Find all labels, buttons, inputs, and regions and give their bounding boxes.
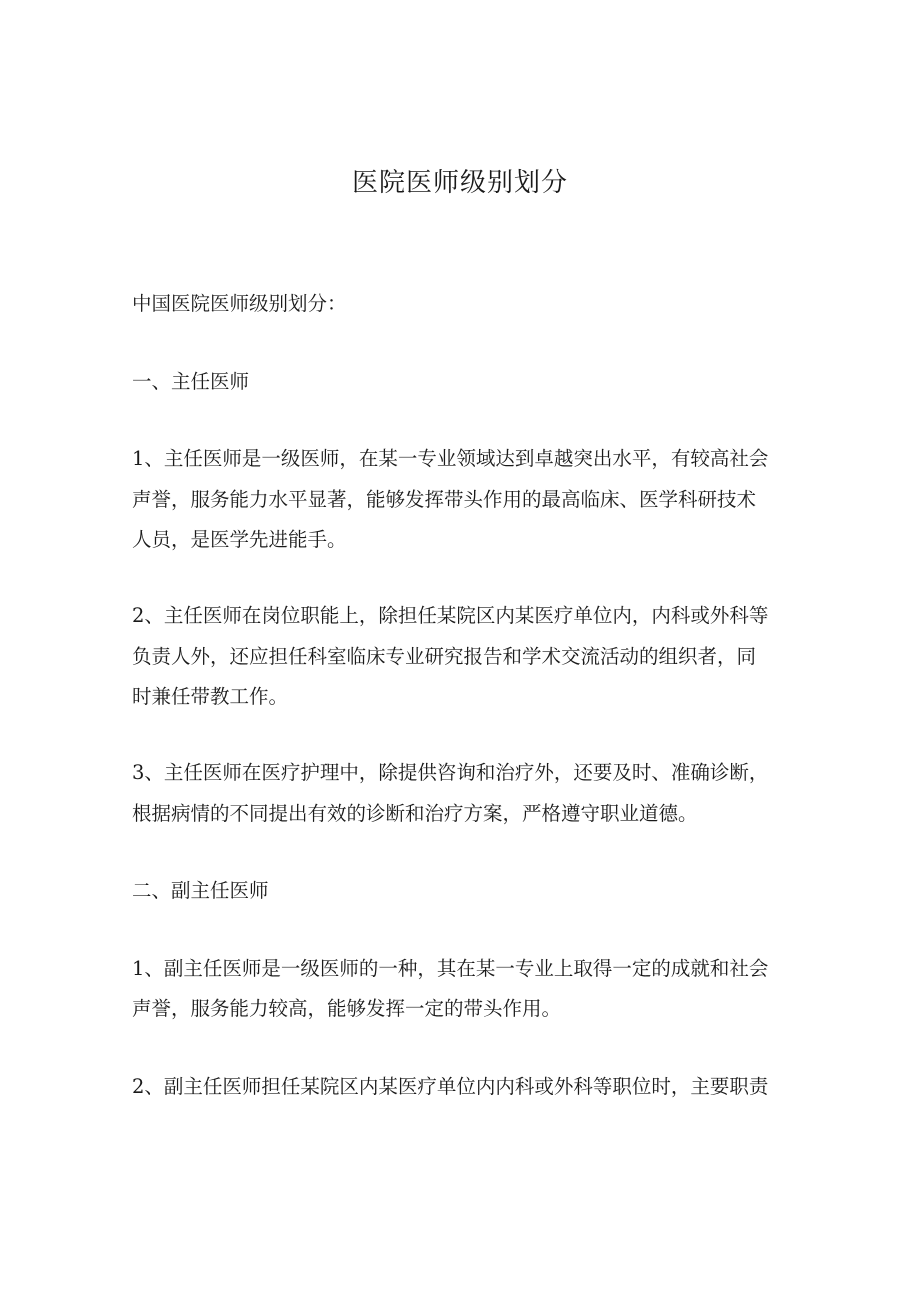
section2-p2-line1: 2、副主任医师担任某院区内某医疗单位内内科或外科等职位时，主要职责 bbox=[132, 1075, 769, 1098]
section1-p1-line1: 1、主任医师是一级医师，在某一专业领域达到卓越突出水平，有较高社会 bbox=[132, 447, 769, 470]
section2-p1-line2: 声誉，服务能力较高，能够发挥一定的带头作用。 bbox=[132, 997, 562, 1020]
section1-p3-line1: 3、主任医师在医疗护理中，除提供咨询和治疗外，还要及时、准确诊断， bbox=[132, 761, 769, 784]
section-heading-1: 一、主任医师 bbox=[132, 370, 250, 393]
section1-p1-line3: 人员，是医学先进能手。 bbox=[132, 528, 347, 551]
intro-line: 中国医院医师级别划分： bbox=[132, 292, 347, 315]
section1-p2-line1: 2、主任医师在岗位职能上，除担任某院区内某医疗单位内，内科或外科等 bbox=[132, 604, 769, 627]
section2-p1-line1: 1、副主任医师是一级医师的一种，其在某一专业上取得一定的成就和社会 bbox=[132, 957, 769, 980]
section1-p2-line2: 负责人外，还应担任科室临床专业研究报告和学术交流活动的组织者，同 bbox=[132, 645, 757, 668]
document-title: 医院医师级别划分 bbox=[351, 168, 568, 198]
section1-p3-line2: 根据病情的不同提出有效的诊断和治疗方案，严格遵守职业道德。 bbox=[132, 802, 698, 825]
section-heading-2: 二、副主任医师 bbox=[132, 879, 269, 902]
section1-p2-line3: 时兼任带教工作。 bbox=[132, 685, 289, 708]
section1-p1-line2: 声誉，服务能力水平显著，能够发挥带头作用的最高临床、医学科研技术 bbox=[132, 488, 757, 511]
